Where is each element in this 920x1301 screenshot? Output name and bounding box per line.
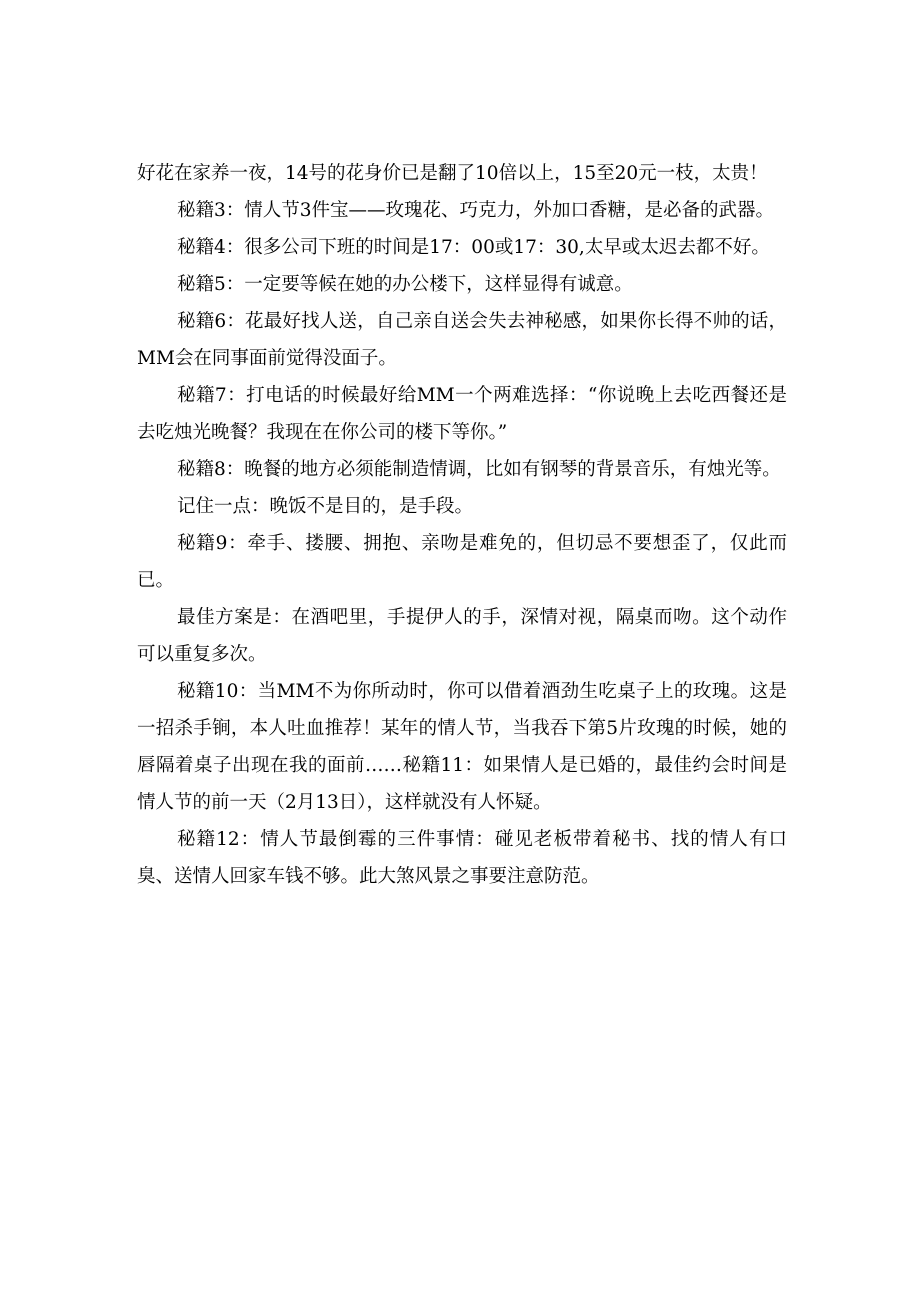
paragraph-1: 好花在家养一夜，14号的花身价已是翻了10倍以上，15至20元一枝，太贵！: [137, 163, 768, 184]
paragraph-6: 秘籍7：打电话的时候最好给MM一个两难选择：“你说晚上去吃西餐还是去吃烛光晚餐？我现在在你公司的楼下等你。”: [137, 385, 787, 443]
paragraph-10: 最佳方案是：在酒吧里，手提伊人的手，深情对视，隔桌而吻。这个动作可以重复多次。: [137, 607, 787, 665]
paragraph-4: 秘籍5：一定要等候在她的办公楼下，这样显得有诚意。: [177, 274, 633, 295]
paragraph-3: 秘籍4：很多公司下班的时间是17：00或17：30,太早或太迟去都不好。: [177, 237, 770, 258]
paragraph-5: 秘籍6：花最好找人送，自己亲自送会失去神秘感，如果你长得不帅的话，MM会在同事面前觉得没面子。: [137, 311, 787, 369]
document-body: [137, 155, 787, 895]
paragraph-12: 秘籍12：情人节最倒霉的三件事情：碰见老板带着秘书、找的情人有口臭、送情人回家车钱不够。此大煞风景之事要注意防范。: [137, 829, 787, 887]
paragraph-8: 记住一点：晚饭不是目的，是手段。: [177, 496, 474, 517]
paragraph-2: 秘籍3：情人节3件宝——玫瑰花、巧克力，外加口香糖，是必备的武器。: [177, 200, 775, 221]
paragraph-7: 秘籍8：晚餐的地方必须能制造情调，比如有钢琴的背景音乐，有烛光等。: [177, 459, 781, 480]
paragraph-11: 秘籍10：当MM不为你所动时，你可以借着酒劲生吃桌子上的玫瑰。这是一招杀手锏，本人吐血推荐！某年的情人节，当我吞下第5片玫瑰的时候，她的唇隔着桌子出现在我的面前……秘籍11：如果情人是已婚的，最佳约会时间是情人节的前一天（2月13日），这样就没有人怀疑。: [137, 681, 787, 813]
paragraph-9: 秘籍9：牵手、搂腰、拥抱、亲吻是难免的，但切忌不要想歪了，仅此而已。: [137, 533, 787, 591]
